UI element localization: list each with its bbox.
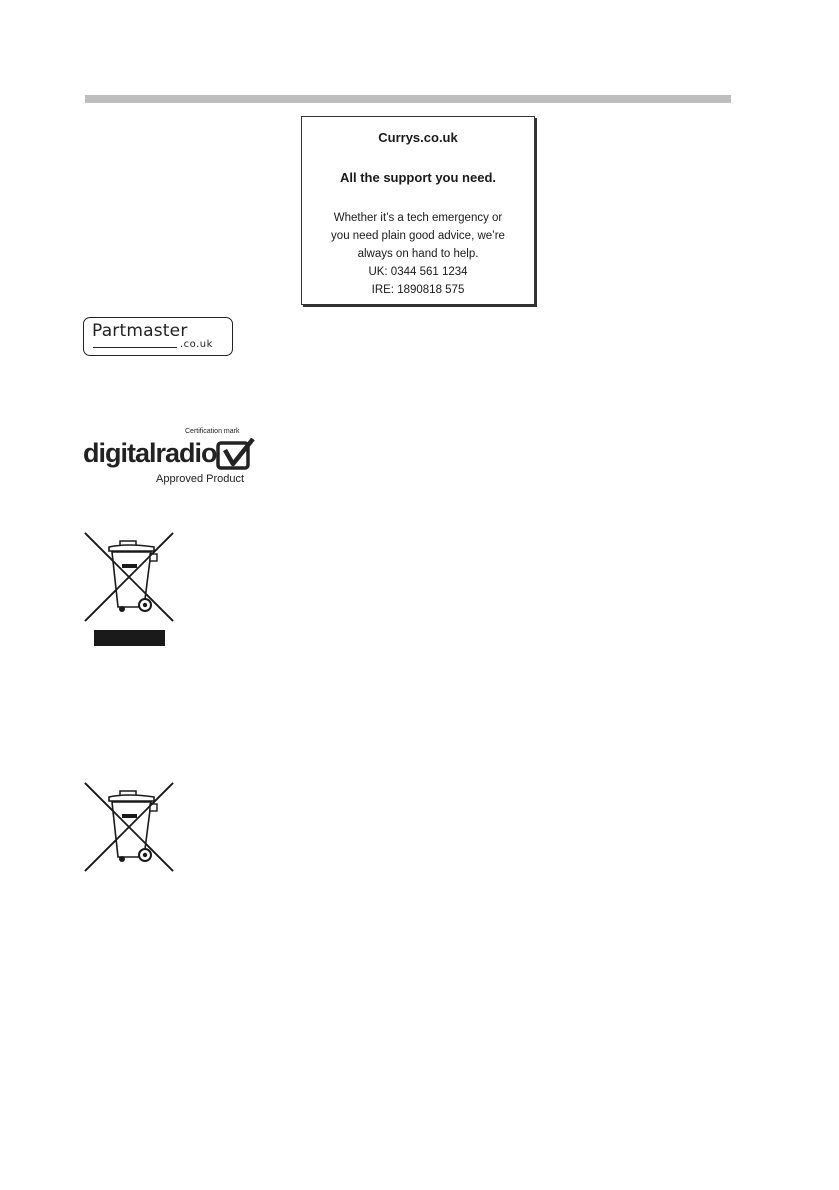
crossed-out-wheelie-bin-icon [82,530,176,624]
approved-product-label: Approved Product [156,473,245,485]
check-box-icon [216,438,256,470]
partmaster-logo [83,317,233,356]
partmaster-underline [93,347,177,348]
producer-identification-bar [94,630,165,646]
support-tagline: All the support you need. [339,170,496,185]
support-line: always on hand to help. [357,248,479,260]
support-phone-uk: UK: 0344 561 1234 [368,266,468,278]
support-phone-ire: IRE: 1890818 575 [371,284,465,296]
support-line: Whether it’s a tech emergency or [333,212,503,224]
certification-label: Certification mark [185,428,240,435]
top-divider [85,95,731,103]
support-body [308,209,528,299]
partmaster-name: Partmaster [92,321,188,341]
support-info-box [301,116,535,305]
crossed-out-wheelie-bin-icon [82,780,176,874]
digital-radio-wordmark: digitalradio [83,438,217,468]
digital-radio-logo [83,428,259,488]
support-site: Currys.co.uk [378,130,458,145]
partmaster-tld: .co.uk [180,339,213,350]
support-line: you need plain good advice, we’re [331,230,505,242]
